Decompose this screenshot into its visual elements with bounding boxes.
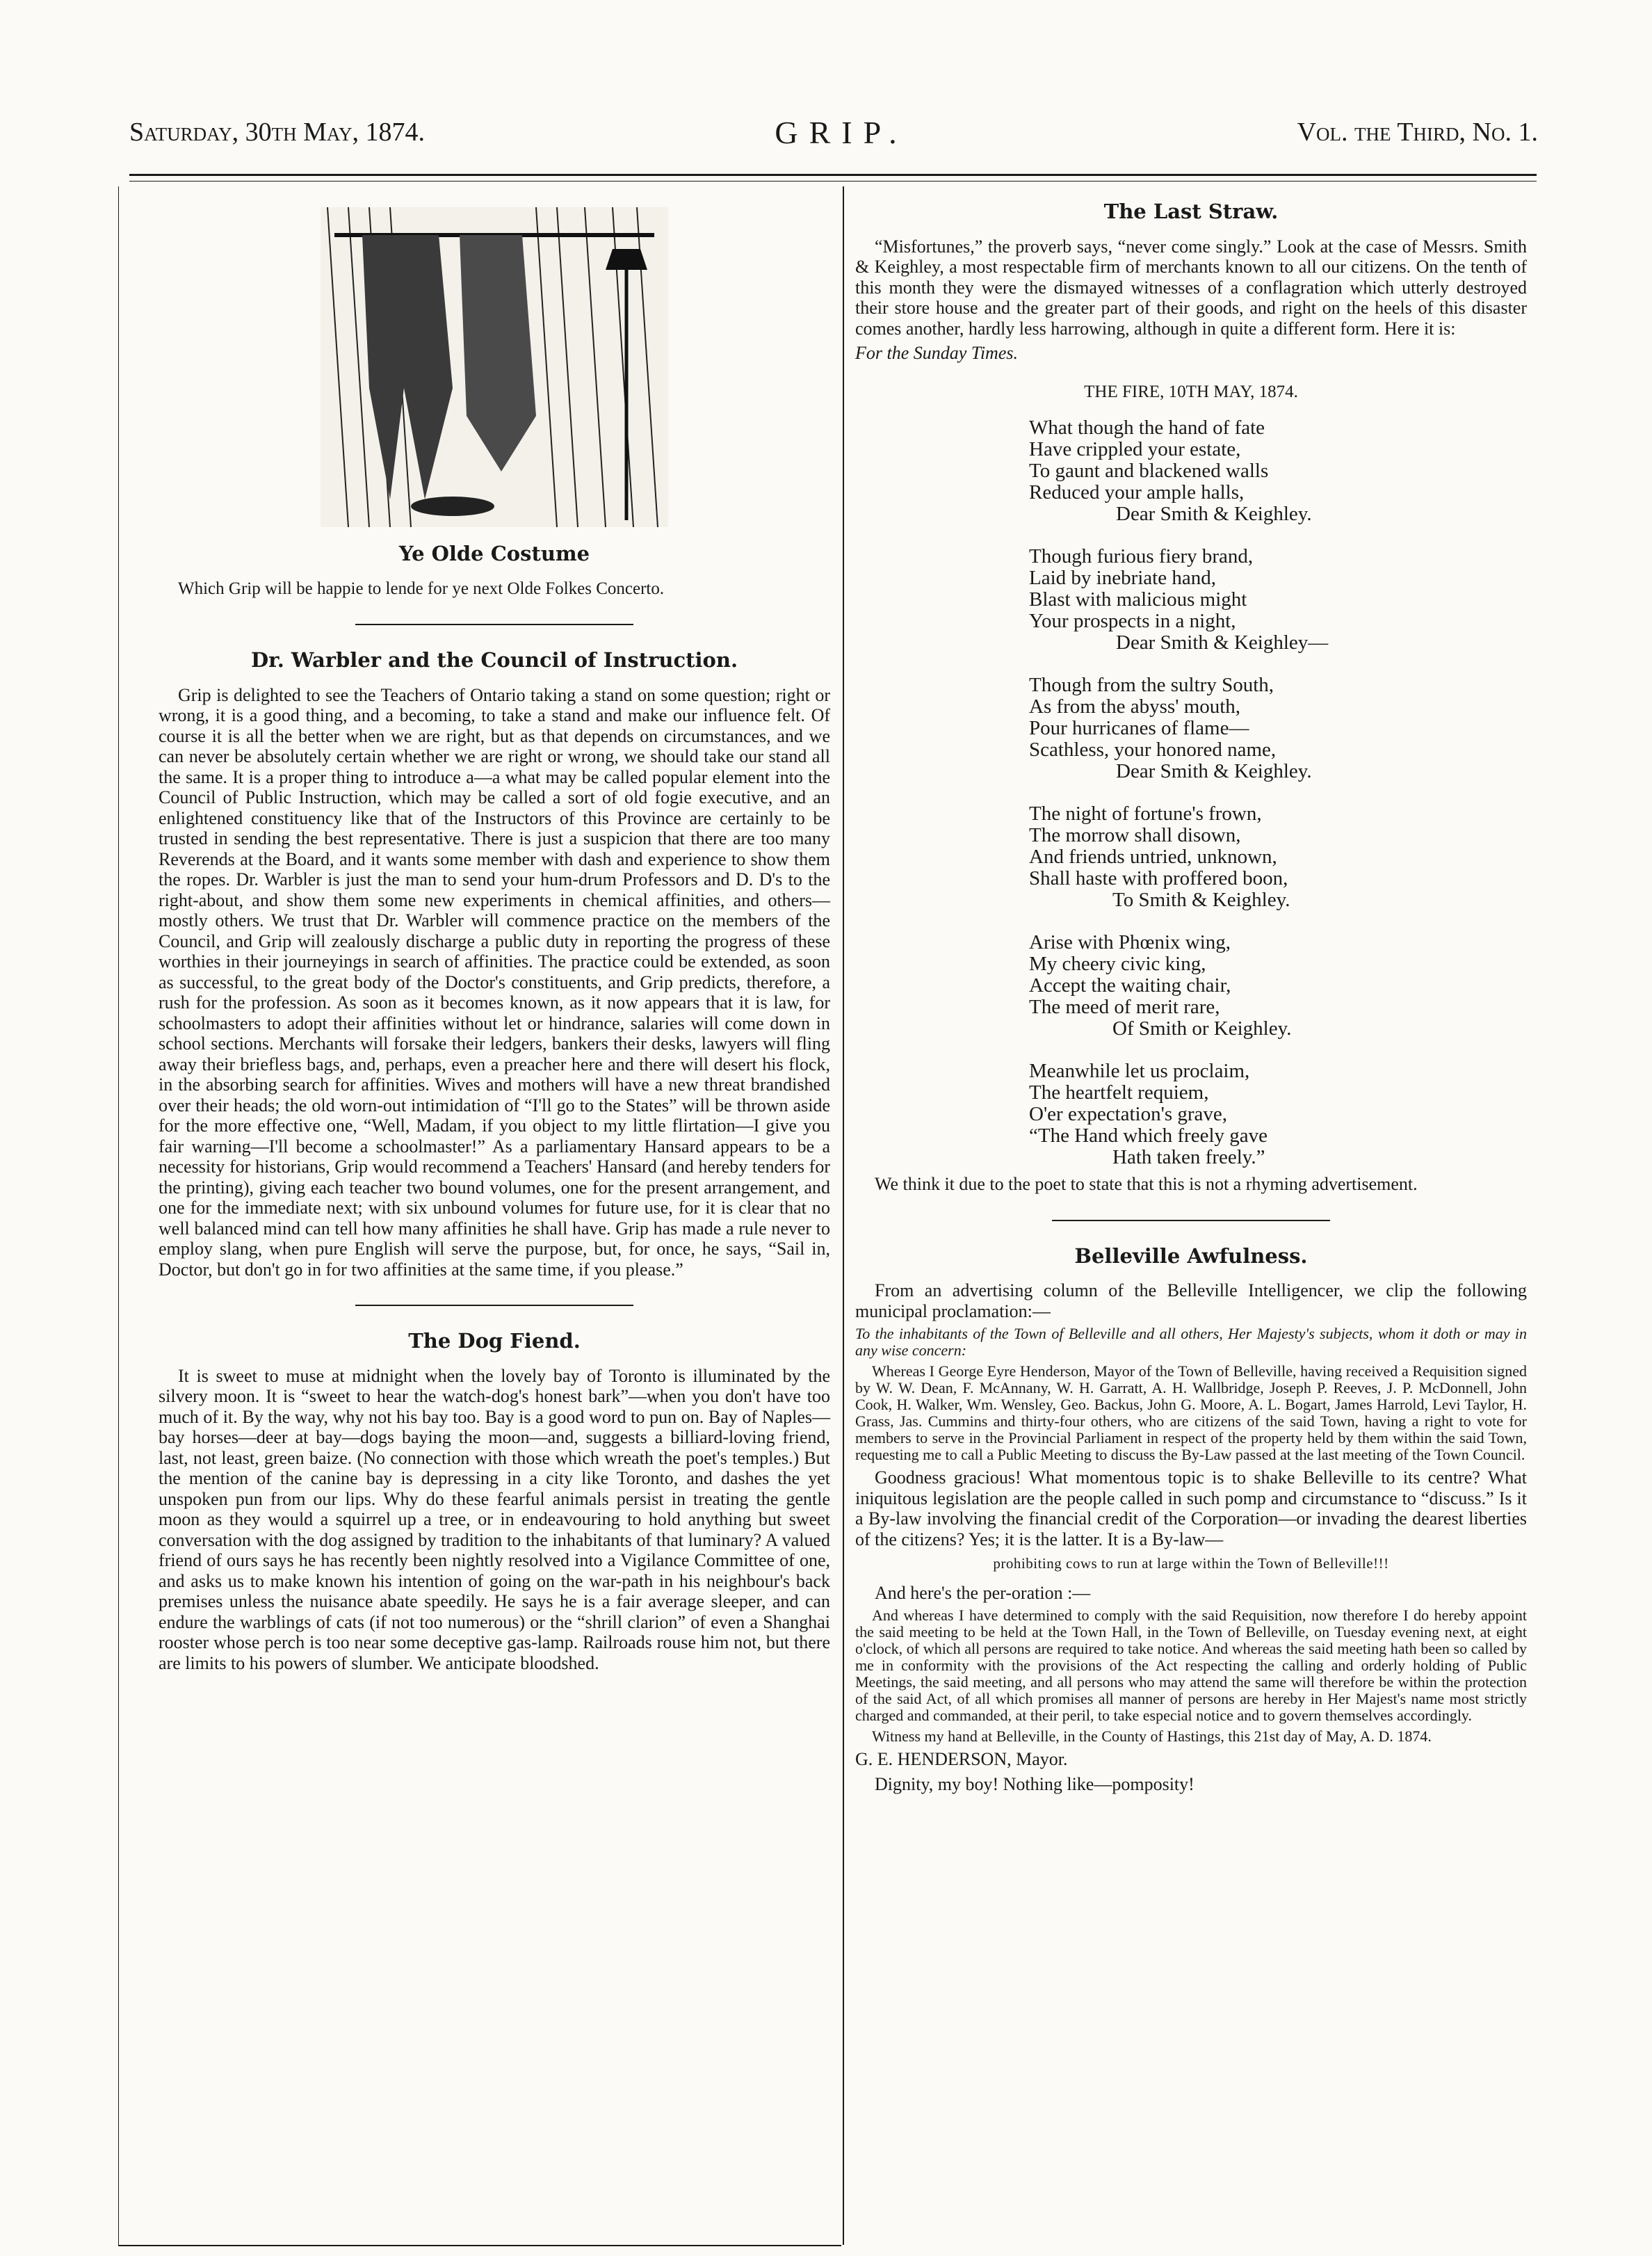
poem-line: To gaunt and blackened walls bbox=[1029, 460, 1269, 482]
poem-stanza bbox=[1029, 675, 1527, 782]
masthead-title: GRIP. bbox=[775, 115, 908, 150]
poem-line: As from the abyss' mouth, bbox=[1029, 695, 1241, 718]
poem-refrain: Of Smith or Keighley. bbox=[1112, 1017, 1292, 1040]
page-frame-left bbox=[118, 186, 119, 2245]
hanging-costume-illustration bbox=[321, 207, 668, 527]
warbler-title: Dr. Warbler and the Council of Instruction. bbox=[250, 648, 738, 672]
footer-rule bbox=[118, 2245, 841, 2246]
section-divider bbox=[355, 624, 633, 625]
poem bbox=[1029, 417, 1527, 1168]
poem-title: THE FIRE, 10TH MAY, 1874. bbox=[1084, 382, 1298, 401]
poem-line: Pour hurricanes of flame— bbox=[1029, 717, 1249, 739]
closing-line: Dignity, my boy! Nothing like—pomposity! bbox=[875, 1773, 1195, 1794]
poem-line: Reduced your ample halls, bbox=[1029, 481, 1245, 503]
peroration-body: And whereas I have determined to comply with the said Requisition, now therefore I do hereby appoint the said meeting to be held at the Town Hall, in the Town of Belleville, on Tuesday evening next, at eight o'clock, of which all persons are required to take notice. And whereas the said meeting hath been so called by me in conformity with the provisions of the Act respecting the calling and orderly holding of Public Meetings, the said meeting, and all persons who may attend the same will therefore be within the protection of the said Act, of all which promises all manner of persons are hereby in Her Majest's name most strictly charged and commanded, at their peril, to take especial notice and to govern themselves accordingly. bbox=[855, 1606, 1527, 1724]
issue-date: Saturday, 30th May, 1874. bbox=[129, 118, 425, 147]
belleville-title: Belleville Awfulness. bbox=[1074, 1243, 1308, 1268]
poem-line: The heartfelt requiem, bbox=[1029, 1081, 1209, 1104]
poem-refrain: Dear Smith & Keighley— bbox=[1116, 631, 1329, 654]
poem-line: Arise with Phœnix wing, bbox=[1029, 931, 1231, 953]
poem-line: Shall haste with proffered boon, bbox=[1029, 867, 1288, 889]
proclamation-address: To the inhabitants of the Town of Belleville and all others, Her Majesty's subjects, whom it doth or may in any wise concern: bbox=[855, 1325, 1527, 1359]
peroration-block bbox=[855, 1607, 1527, 1745]
last-straw-intro: “Misfortunes,” the proverb says, “never come singly.” Look at the case of Messrs. Smith & Keighley, a most respectable firm of merchants known to all our citizens. On the tenth of this month they were the dismayed witnesses of a conflagration which utterly destroyed their store house and the greater part of their goods, and right on the heels of this disaster comes another, hardly less harrowing, although in quite a different form. Here it is: bbox=[855, 236, 1527, 339]
poem-line: Though furious fiery brand, bbox=[1029, 545, 1254, 567]
last-straw-outro: We think it due to the poet to state that this is not a rhyming advertisement. bbox=[875, 1174, 1418, 1194]
poem-stanza bbox=[1029, 417, 1527, 525]
poem-line: Blast with malicious might bbox=[1029, 588, 1247, 611]
poem-line: Though from the sultry South, bbox=[1029, 674, 1274, 696]
peroration-intro: And here's the per-oration :— bbox=[875, 1582, 1091, 1603]
goodness-paragraph: Goodness gracious! What momentous topic is to shake Belleville to its centre? What iniquitous legislation are the people called in such pomp and circumstance to “discuss.” Is it a By-law involving the financial credit of the Corporation—or invading the dearest liberties of the citizens? Yes; it is the latter. It is a By-law— bbox=[855, 1467, 1527, 1549]
belleville-intro: From an advertising column of the Belleville Intelligencer, we clip the following municipal proclamation:— bbox=[855, 1280, 1527, 1321]
poem-refrain: Hath taken freely.” bbox=[1112, 1146, 1265, 1168]
section-divider bbox=[355, 1305, 633, 1306]
poem-line: Scathless, your honored name, bbox=[1029, 739, 1277, 761]
poem-line: O'er expectation's grave, bbox=[1029, 1103, 1228, 1125]
poem-refrain: Dear Smith & Keighley. bbox=[1116, 503, 1312, 525]
poem-source: For the Sunday Times. bbox=[855, 343, 1018, 363]
poem-line: The meed of merit rare, bbox=[1029, 996, 1220, 1018]
poem-line: Meanwhile let us proclaim, bbox=[1029, 1060, 1250, 1082]
witness-line: Witness my hand at Belleville, in the County of Hastings, this 21st day of May, A. D. 1874. bbox=[872, 1727, 1432, 1745]
poem-line: The night of fortune's frown, bbox=[1029, 803, 1262, 825]
poem-line: Have crippled your estate, bbox=[1029, 438, 1241, 460]
right-column bbox=[855, 202, 1527, 1798]
poem-line: What though the hand of fate bbox=[1029, 417, 1265, 439]
poem-line: Accept the waiting chair, bbox=[1029, 974, 1231, 997]
dog-fiend-title: The Dog Fiend. bbox=[408, 1329, 581, 1353]
costume-title: Ye Olde Costume bbox=[398, 542, 590, 565]
prohibiting-line: prohibiting cows to run at large within the Town of Belleville!!! bbox=[993, 1555, 1389, 1572]
poem-line: My cheery civic king, bbox=[1029, 953, 1206, 975]
poem-line: Laid by inebriate hand, bbox=[1029, 567, 1216, 589]
column-divider bbox=[843, 186, 844, 2245]
poem-stanza bbox=[1029, 546, 1527, 654]
poem-stanza bbox=[1029, 932, 1527, 1040]
poem-line: “The Hand which freely gave bbox=[1029, 1125, 1268, 1147]
poem-line: And friends untried, unknown, bbox=[1029, 846, 1277, 868]
last-straw-title: The Last Straw. bbox=[1103, 200, 1279, 223]
warbler-paragraph: Grip is delighted to see the Teachers of Ontario taking a stand on some question; right or wrong, it is a good thing, and a becoming, to take a stand and make our influence felt. Of course it is all the better when we are right, but as that depends on circumstances, and we can never be absolutely certain whether we are right or wrong, we should take our stand all the same. It is a proper thing to introduce a—a what may be called popular element into the Council of Public Instruction, which may be called a sort of old fogie executive, and an enlightened constituency like that of the Instructors of this Province are certainly to be trusted in sending the best representative. There is just a suspicion that there are too many Reverends at the Board, and it wants some member with dash and experience to show them the ropes. Dr. Warbler is just the man to send your hum-drum Professors and D. D's to the right-about, and show them some new experiments in chemical affinities, and others—mostly others. We trust that Dr. Warbler will commence practice on the members of the Council, and Grip will zealously discharge a public duty in reporting the progress of these worthies in their journeyings in search of affinities. The practice could be extended, as soon as successful, to the great body of the Doctor's constituents, and Grip predicts, therefore, a rush for the profession. As soon as it becomes known, as it now appears that it is law, for schoolmasters to adopt their affinities without let or hindrance, salaries will come down in school sections. Merchants will forsake their ledgers, bankers their desks, lawyers will fling away their briefless bags, and, perhaps, even a preacher here and there will desert his flock, in the absorbing search for affinities. Wives and mothers will have a new threat brandished over their heads; the old worn-out intimidation of “I'll go to the States” will be thrown aside for the more effective one, “Well, Madam, if you object to my little flirtation—I give you fair warning—I'll become a schoolmaster!” As a parliamentary Hansard appears to be a necessity for historians, Grip would recommend a Teachers' Hansard (and hereby tenders for the printing), giving each teacher two bound volumes, one for the present arrangement, and one for the immediate next; with six unbound volumes for future use, for it is clear that no well balanced mind can tell how many affinities he shall have. Grip has made a rule never to employ slang, when pure English will serve the purpose, but, for once, he says, “Sail in, Doctor, but don't go in for two affinities at the same time, if you please.” bbox=[159, 684, 830, 1280]
dog-fiend-paragraph: It is sweet to muse at midnight when the lovely bay of Toronto is illuminated by the silvery moon. It is “sweet to hear the watch-dog's honest bark”—when you don't have too much of it. By the way, why not his bay too. Bay is a good word to pun on. Bay of Naples—bay horses—deer at bay—dogs baying the moon—and, suggests a billiard-loving friend, last, not least, green baize. (No connection with those which wreath the poet's temples.) But the mention of the canine bay is depressing in a city like Toronto, and dashes the yet unspoken pun from our lips. Why do these fearful animals persist in treating the gentle moon as they would a squirrel up a tree, or in endeavouring to hold anything but sweet conversation with the dog assigned by tradition to the inhabitants of that luminary? A valued friend of ours says he has recently been nightly resolved into a Vigilance Committee of one, and asks us to make known his intention of going on the war-path in his neighbour's back premises unless the nuisance abate speedily. He says he is a fair average sleeper, and can endure the warblings of cats (if not too numerous) or the “shrill clarion” of even a Shanghai rooster whose perch is too near some deceptive gas-lamp. Railroads rouse him not, but there are limits to his powers of slumber. We anticipate bloodshed. bbox=[159, 1365, 830, 1673]
header-rule-top bbox=[129, 174, 1537, 176]
poem-stanza bbox=[1029, 1061, 1527, 1168]
poem-refrain: Dear Smith & Keighley. bbox=[1116, 760, 1312, 782]
costume-caption: Which Grip will be happie to lende for ye next Olde Folkes Concerto. bbox=[178, 579, 665, 598]
proclamation-block bbox=[855, 1326, 1527, 1463]
proclamation-body: Whereas I George Eyre Henderson, Mayor of the Town of Belleville, having received a Requisition signed by W. W. Dean, F. McAnnany, W. H. Garratt, A. H. Wallbridge, Joseph P. Reeves, J. P. McDonnell, John Cook, H. Walker, Wm. Wensley, Geo. Backus, John G. Moore, A. L. Bogart, James Harrold, Levi Taylor, H. Grass, Jas. Cummins and thirty-four others, who are citizens of the said Town, having a right to vote for members to serve in the Provincial Parliament in respect of the property held by them within the said Town, requesting me to call a Public Meeting to discuss the By-Law passed at the last meeting of the Town Council. bbox=[855, 1362, 1527, 1463]
volume-number: Vol. the Third, No. 1. bbox=[1297, 118, 1538, 147]
poem-line: Your prospects in a night, bbox=[1029, 610, 1236, 632]
left-column bbox=[159, 202, 830, 1677]
section-divider bbox=[1052, 1220, 1330, 1221]
mayor-signature: G. E. HENDERSON, Mayor. bbox=[855, 1749, 1068, 1769]
header-rule-bottom bbox=[129, 181, 1537, 182]
poem-refrain: To Smith & Keighley. bbox=[1112, 889, 1290, 911]
poem-stanza bbox=[1029, 803, 1527, 911]
poem-line: The morrow shall disown, bbox=[1029, 824, 1241, 846]
